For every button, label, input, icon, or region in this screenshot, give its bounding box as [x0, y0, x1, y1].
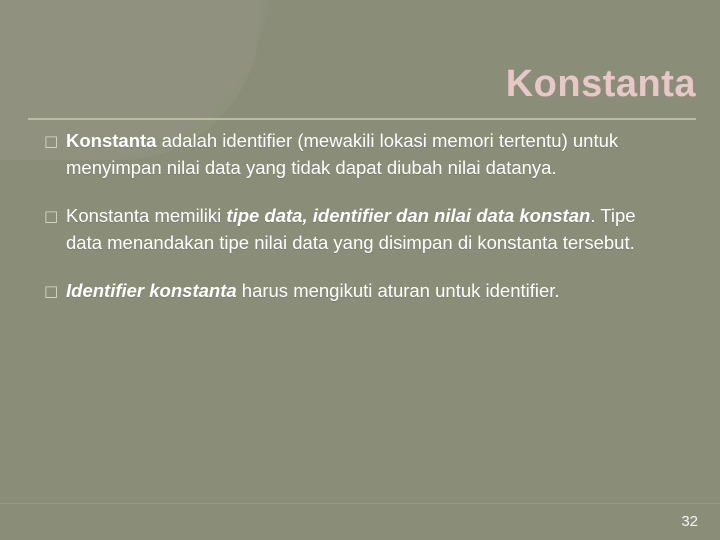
footer-divider — [0, 503, 720, 504]
bullet-square-icon: □ — [44, 207, 59, 225]
bullet-text-2 — [66, 203, 664, 256]
bullet-3-segment-1: harus mengikuti aturan untuk identifier. — [241, 280, 560, 301]
list-item — [44, 203, 664, 256]
bullet-square-icon: □ — [44, 132, 59, 150]
bullet-text-3 — [66, 278, 664, 305]
slide-title: Konstanta — [505, 63, 696, 105]
page-number: 32 — [681, 513, 698, 530]
list-item — [44, 128, 664, 181]
list-item — [44, 278, 664, 305]
bullet-2-segment-2: . Tipe data menandakan tipe nilai data yang disimpan di konstanta tersebut. — [66, 205, 636, 253]
bullet-1-segment-0: Konstanta — [66, 130, 162, 151]
bullet-square-icon: □ — [44, 282, 59, 300]
title-divider — [28, 118, 696, 120]
slide-body — [44, 128, 664, 327]
bullet-2-segment-0: Konstanta memiliki — [66, 205, 227, 226]
bullet-2-segment-1: tipe data, identifier dan nilai data konstan — [226, 205, 591, 226]
bullet-1-segment-1: adalah identifier (mewakili lokasi memori tertentu) untuk menyimpan nilai data yang tidak dapat diubah nilai datanya. — [66, 130, 619, 178]
bullet-3-segment-0: Identifier konstanta — [66, 280, 242, 301]
bullet-text-1 — [66, 128, 664, 181]
